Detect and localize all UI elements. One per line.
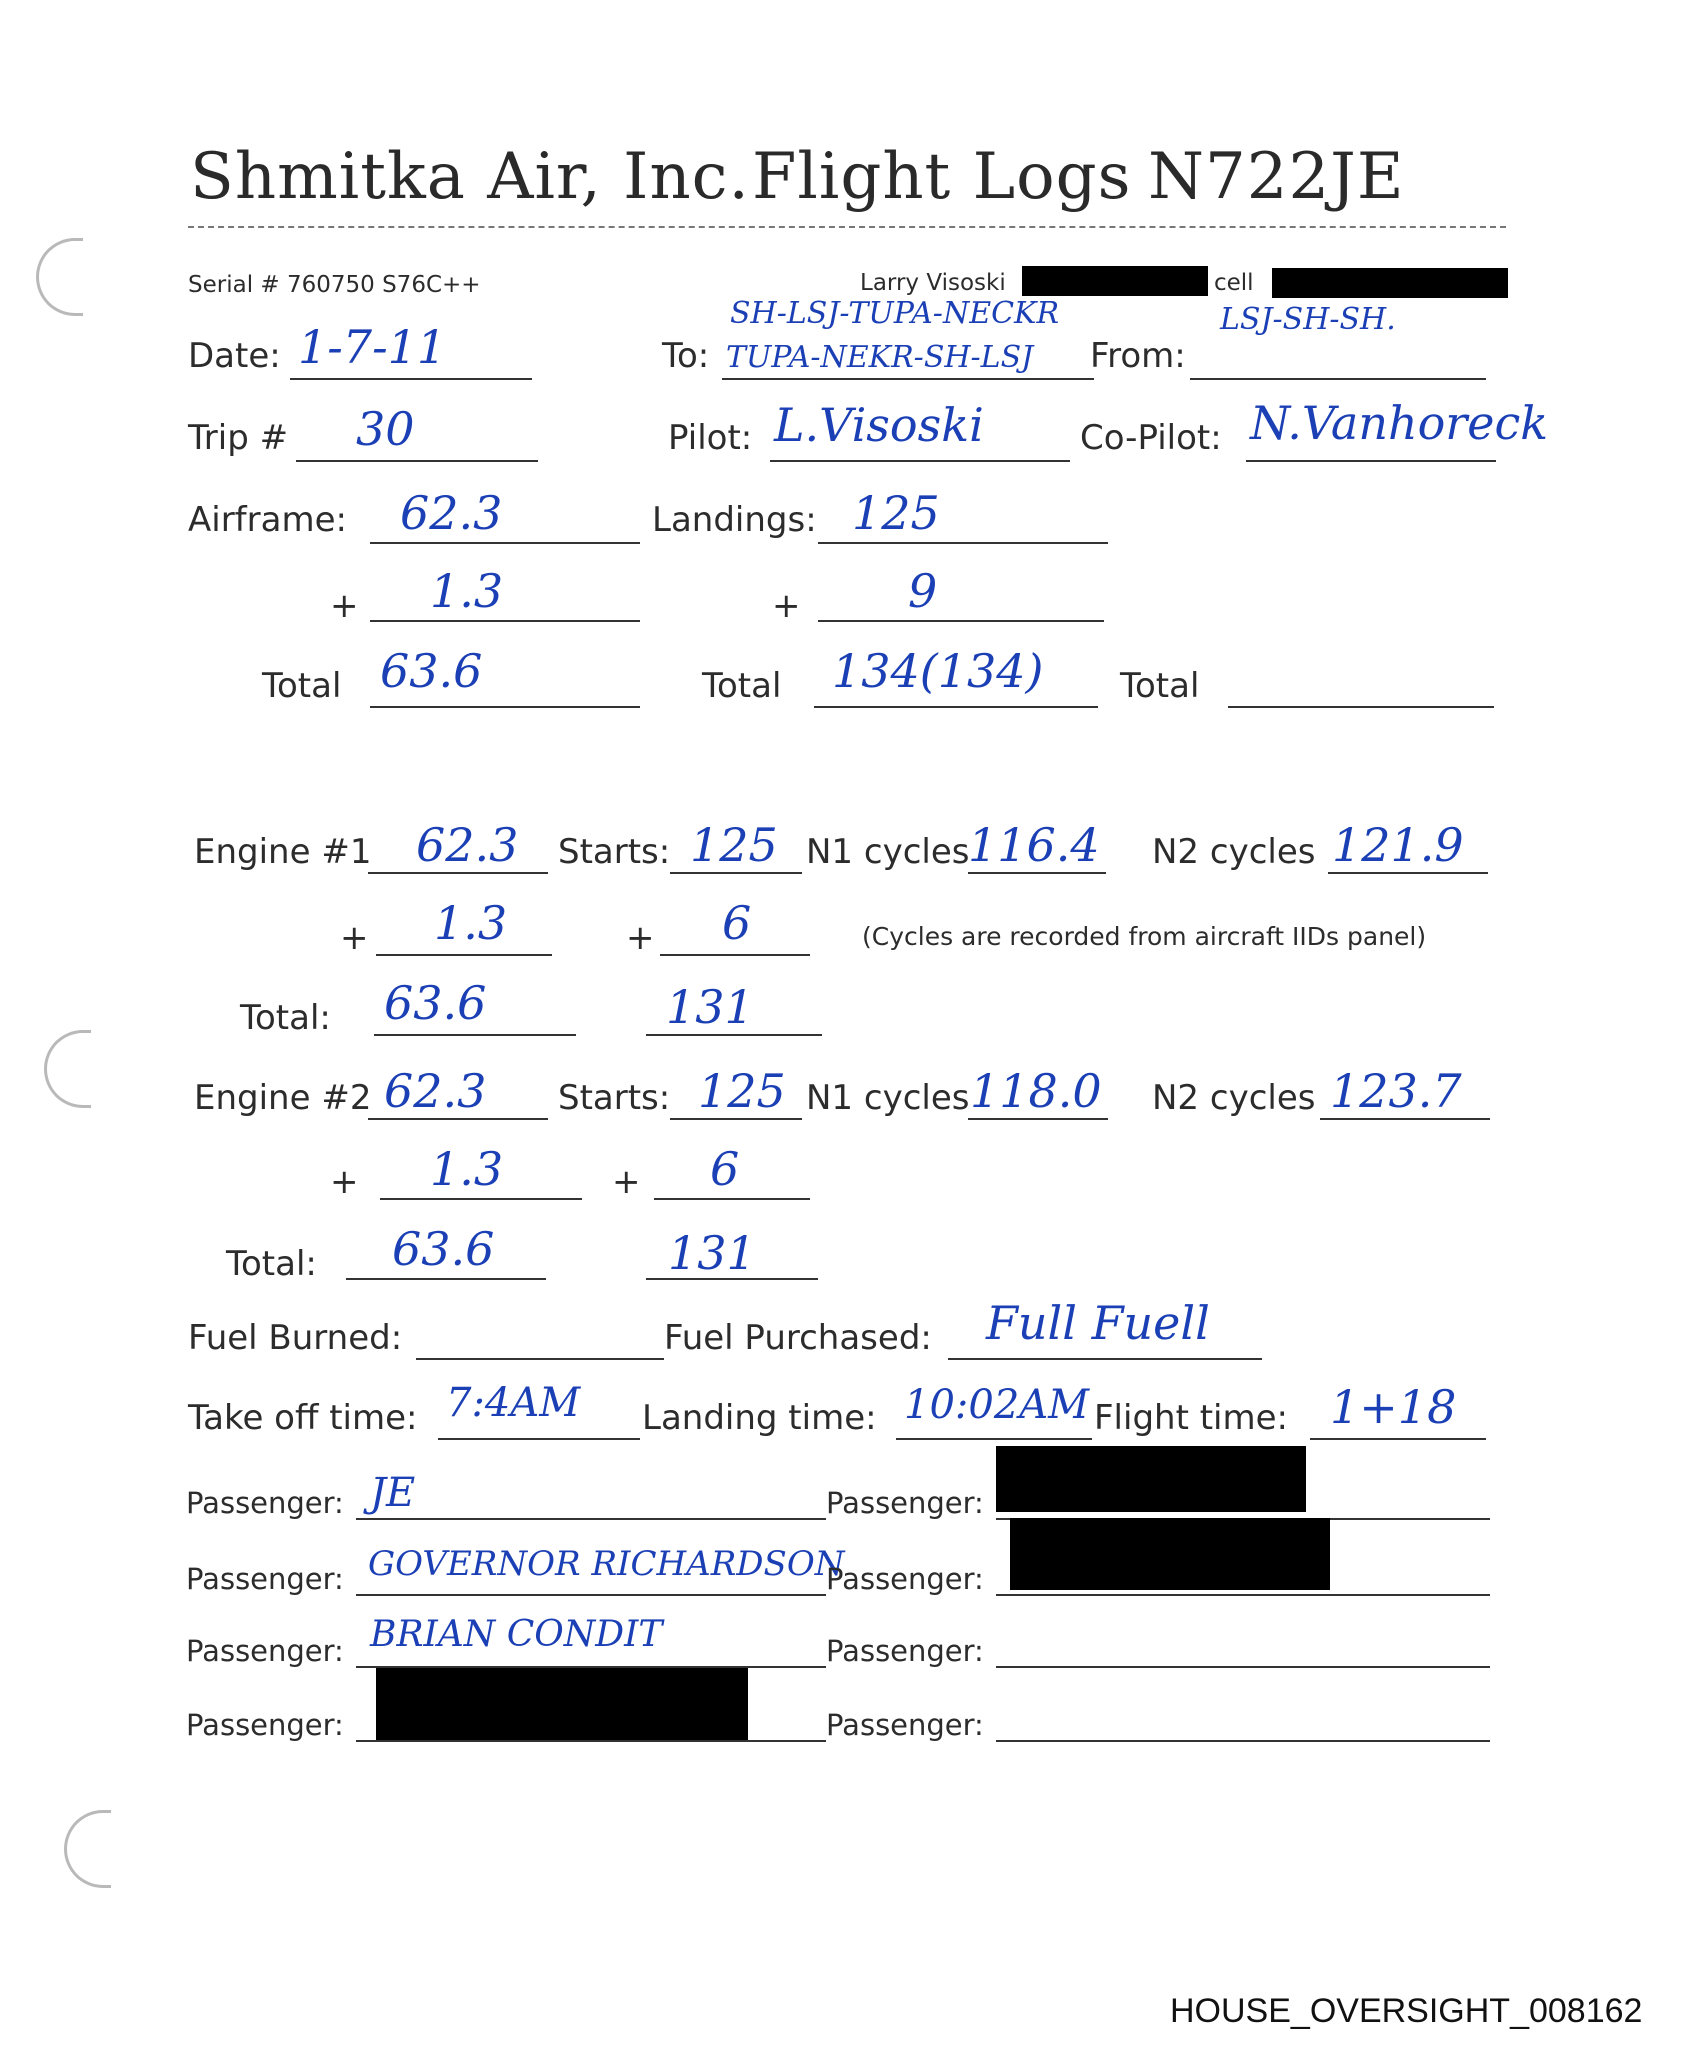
engine2-label: Engine #2 xyxy=(194,1078,372,1118)
engine2-n2-line xyxy=(1320,1118,1490,1120)
airframe-plus-sign: + xyxy=(330,586,359,626)
to-line xyxy=(722,378,1094,380)
passenger-label: Passenger: xyxy=(826,1634,984,1668)
cycles-note: (Cycles are recorded from aircraft IIDs panel) xyxy=(862,922,1427,951)
engine2-total-hours: 63.6 xyxy=(392,1222,495,1276)
passenger-label: Passenger: xyxy=(186,1486,344,1520)
passenger-line xyxy=(996,1666,1490,1668)
passenger-line xyxy=(996,1594,1490,1596)
landings-value: 125 xyxy=(852,486,940,540)
engine1-plus-sign: + xyxy=(340,918,369,958)
engine2-plus-hours-line xyxy=(380,1198,582,1200)
from-line xyxy=(1190,378,1486,380)
header-rule xyxy=(188,226,1506,228)
passenger-line xyxy=(356,1518,826,1520)
landing-time-value: 10:02AM xyxy=(904,1382,1090,1428)
engine1-label: Engine #1 xyxy=(194,832,372,872)
landings-line xyxy=(818,542,1108,544)
redaction-box xyxy=(1272,268,1508,298)
engine1-n1-line xyxy=(968,872,1106,874)
landings-plus-value: 9 xyxy=(908,564,938,618)
passenger-label: Passenger: xyxy=(826,1562,984,1596)
engine1-total-hours-line xyxy=(374,1034,576,1036)
engine1-value: 62.3 xyxy=(416,818,519,872)
copilot-value: N.Vanhoreck xyxy=(1250,396,1549,450)
passenger-label: Passenger: xyxy=(826,1486,984,1520)
engine1-n2-value: 121.9 xyxy=(1332,818,1464,872)
fuel-purchased-line xyxy=(948,1358,1262,1360)
airframe-line xyxy=(370,542,640,544)
landings-total-value: 134(134) xyxy=(832,644,1044,698)
engine1-starts-line xyxy=(670,872,802,874)
redaction-box xyxy=(996,1446,1306,1512)
redaction-box xyxy=(376,1668,748,1740)
binder-hole xyxy=(44,1030,91,1108)
engine1-n2-line xyxy=(1328,872,1488,874)
takeoff-line xyxy=(438,1438,640,1440)
engine1-n2-label: N2 cycles xyxy=(1152,832,1316,872)
engine2-line xyxy=(368,1118,548,1120)
pilot-line xyxy=(770,460,1070,462)
serial-number: Serial # 760750 S76C++ xyxy=(188,272,481,298)
engine1-n1-value: 116.4 xyxy=(968,818,1100,872)
passenger-line xyxy=(996,1740,1490,1742)
tail-number: N722JE xyxy=(1148,140,1405,214)
flight-time-label: Flight time: xyxy=(1094,1398,1288,1438)
engine1-plus-hours: 1.3 xyxy=(434,896,508,950)
engine1-plus-starts: 6 xyxy=(722,896,752,950)
landings-plus-line xyxy=(818,620,1104,622)
passenger-label: Passenger: xyxy=(186,1634,344,1668)
fuel-purchased-value: Full Fuell xyxy=(986,1296,1210,1350)
date-label: Date: xyxy=(188,336,281,376)
engine1-total-label: Total: xyxy=(240,998,331,1038)
engine1-starts-label: Starts: xyxy=(558,832,671,872)
passenger-left-2: GOVERNOR RICHARDSON xyxy=(368,1544,845,1584)
engine1-starts-value: 125 xyxy=(690,818,778,872)
engine1-plus-hours-line xyxy=(376,954,552,956)
engine1-n1-label: N1 cycles xyxy=(806,832,970,872)
engine2-total-label: Total: xyxy=(226,1244,317,1284)
engine2-n1-line xyxy=(968,1118,1108,1120)
to-label: To: xyxy=(662,336,710,376)
landing-time-line xyxy=(896,1438,1092,1440)
engine2-n1-label: N1 cycles xyxy=(806,1078,970,1118)
engine2-n2-label: N2 cycles xyxy=(1152,1078,1316,1118)
flight-time-value: 1+18 xyxy=(1330,1380,1457,1434)
passenger-line xyxy=(356,1740,826,1742)
trip-line xyxy=(296,460,538,462)
redaction-box xyxy=(1010,1518,1330,1590)
binder-hole xyxy=(64,1810,111,1888)
to-value: TUPA-NEKR-SH-LSJ xyxy=(726,340,1034,375)
engine1-plus-starts-line xyxy=(660,954,810,956)
trip-label: Trip # xyxy=(188,418,289,458)
passenger-left-3: BRIAN CONDIT xyxy=(370,1614,663,1655)
engine2-starts-line xyxy=(670,1118,802,1120)
contact-name: Larry Visoski xyxy=(860,270,1006,296)
airframe-total-value: 63.6 xyxy=(380,644,483,698)
engine2-value: 62.3 xyxy=(384,1064,487,1118)
date-line xyxy=(290,378,532,380)
landings-plus-sign: + xyxy=(772,586,801,626)
landings-label: Landings: xyxy=(652,500,817,540)
extra-total-label: Total xyxy=(1120,666,1200,706)
trip-value: 30 xyxy=(356,402,415,456)
engine2-starts-value: 125 xyxy=(698,1064,786,1118)
engine2-plus-sign: + xyxy=(330,1162,359,1202)
date-value: 1-7-11 xyxy=(298,320,447,374)
landings-total-line xyxy=(814,706,1098,708)
redaction-box xyxy=(1022,266,1208,296)
engine1-line xyxy=(368,872,548,874)
engine2-n2-value: 123.7 xyxy=(1330,1064,1462,1118)
passenger-label: Passenger: xyxy=(186,1562,344,1596)
engine2-n1-value: 118.0 xyxy=(970,1064,1102,1118)
airframe-plus-value: 1.3 xyxy=(430,564,504,618)
extra-total-line xyxy=(1228,706,1494,708)
copilot-label: Co-Pilot: xyxy=(1080,418,1222,458)
bates-number: HOUSE_OVERSIGHT_008162 xyxy=(1170,1992,1643,2030)
cell-label: cell xyxy=(1214,270,1254,296)
landings-total-label: Total xyxy=(702,666,782,706)
airframe-plus-line xyxy=(370,620,640,622)
airframe-value: 62.3 xyxy=(400,486,503,540)
engine2-plus-starts-line xyxy=(654,1198,810,1200)
engine1-total-starts: 131 xyxy=(666,980,754,1034)
engine2-total-starts-line xyxy=(646,1278,818,1280)
airframe-total-label: Total xyxy=(262,666,342,706)
route-note: SH-LSJ-TUPA-NECKR xyxy=(730,296,1060,331)
landing-time-label: Landing time: xyxy=(642,1398,877,1438)
engine2-total-hours-line xyxy=(346,1278,546,1280)
engine1-plus-starts-sign: + xyxy=(626,918,655,958)
passenger-left-1: JE xyxy=(370,1470,416,1516)
engine2-plus-starts-sign: + xyxy=(612,1162,641,1202)
fuel-purchased-label: Fuel Purchased: xyxy=(664,1318,932,1358)
doc-title: Flight Logs xyxy=(752,140,1132,214)
pilot-value: L.Visoski xyxy=(774,398,984,452)
copilot-line xyxy=(1246,460,1496,462)
engine1-total-hours: 63.6 xyxy=(384,976,487,1030)
engine2-plus-starts: 6 xyxy=(710,1142,740,1196)
engine2-starts-label: Starts: xyxy=(558,1078,671,1118)
airframe-label: Airframe: xyxy=(188,500,347,540)
from-label: From: xyxy=(1090,336,1186,376)
company-name: Shmitka Air, Inc. xyxy=(190,140,750,214)
engine2-plus-hours: 1.3 xyxy=(430,1142,504,1196)
engine1-total-starts-line xyxy=(646,1034,822,1036)
engine2-total-starts: 131 xyxy=(668,1226,756,1280)
binder-hole xyxy=(36,238,83,316)
route-note: LSJ-SH-SH. xyxy=(1220,302,1396,337)
airframe-total-line xyxy=(370,706,640,708)
passenger-line xyxy=(356,1594,826,1596)
takeoff-value: 7:4AM xyxy=(446,1380,581,1426)
flight-time-line xyxy=(1310,1438,1486,1440)
fuel-burned-label: Fuel Burned: xyxy=(188,1318,403,1358)
passenger-label: Passenger: xyxy=(186,1708,344,1742)
fuel-burned-line xyxy=(416,1358,664,1360)
passenger-label: Passenger: xyxy=(826,1708,984,1742)
takeoff-label: Take off time: xyxy=(188,1398,418,1438)
pilot-label: Pilot: xyxy=(668,418,753,458)
